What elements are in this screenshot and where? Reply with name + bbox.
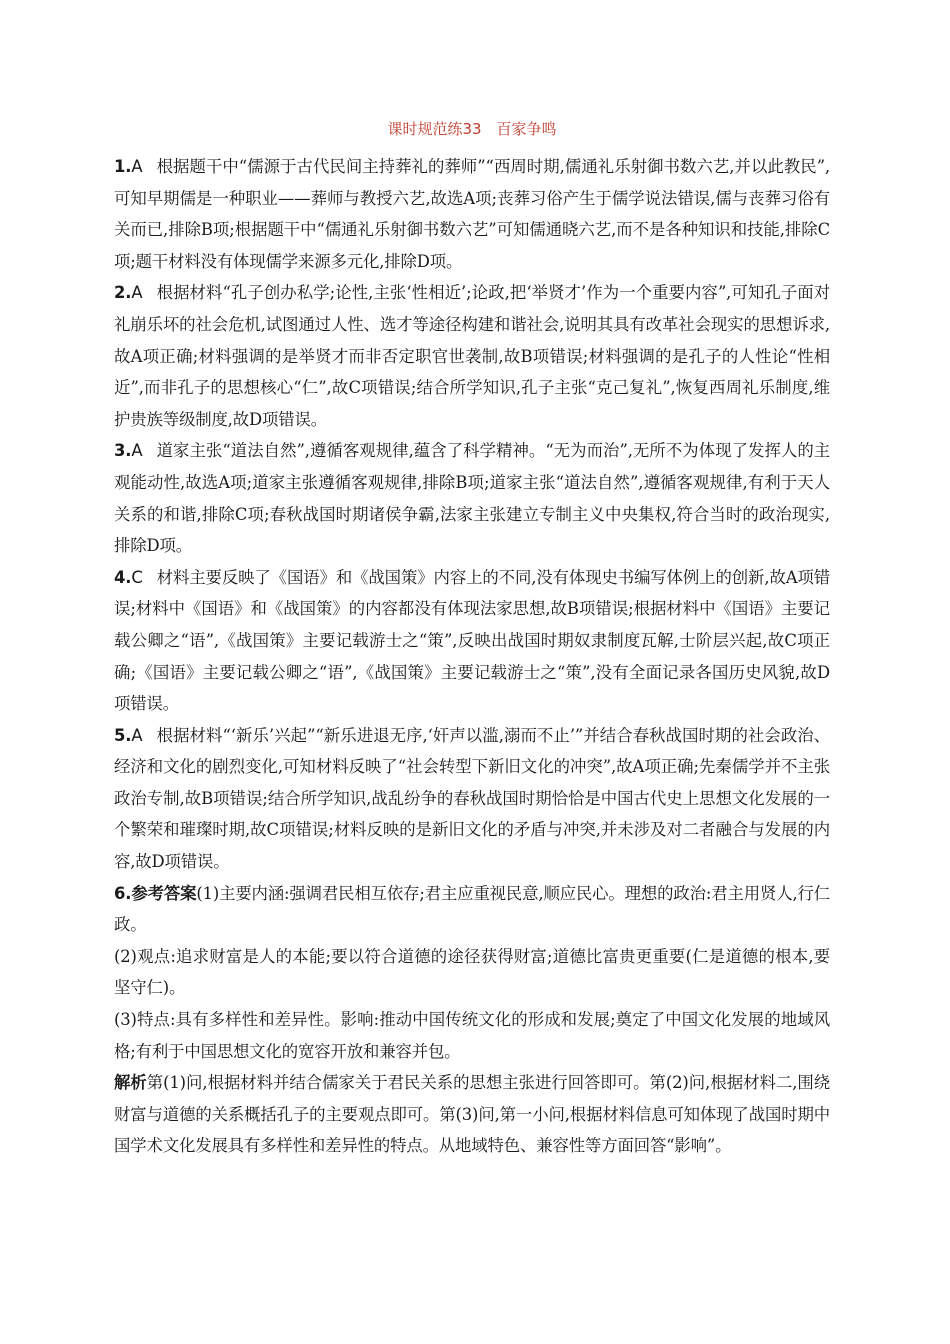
- analysis-text: 第(1)问,根据材料并结合儒家关于君民关系的思想主张进行回答即可。第(2)问,根据材料二,围绕财富与道德的关系概括孔子的主要观点即可。第(3)问,第一小问,根据材料信息可知体现了战国时期中国学术文化发展具有多样性和差异性的特点。从地域特色、兼容性等方面回答“影响”。: [114, 1073, 831, 1156]
- answer-part-1: (1)主要内涵:强调君民相互依存;君主应重视民意,顺应民心。理想的政治:君主用贤人,行仁政。: [114, 883, 830, 935]
- document-title: 课时规范练33 百家争鸣: [387, 120, 557, 138]
- question-number: 6.: [114, 883, 132, 903]
- question-number: 3.: [114, 441, 132, 461]
- answer-item-2: [114, 277, 830, 435]
- answer-item-1: [114, 151, 830, 277]
- answer-item-3: [114, 435, 830, 561]
- explanation-text: 材料主要反映了《国语》和《战国策》内容上的不同,没有体现史书编写体例上的创新,故A项错误;材料中《国语》和《战国策》的内容都没有体现法家思想,故B项错误;根据材料中《国语》主要记载公卿之“语”,《战国策》主要记载游士之“策”,反映出战国时期奴隶制度瓦解,士阶层兴起,故C项正确;《国语》主要记载公卿之“语”,《战国策》主要记载游士之“策”,没有全面记录各国历史风貌,故D项错误。: [114, 567, 830, 714]
- reference-answer-label: 参考答案: [131, 883, 197, 903]
- answer-item-6: [114, 878, 830, 941]
- explanation-text: 根据材料“孔子创办私学;论性,主张‘性相近’;论政,把‘举贤才’作为一个重要内容”,可知孔子面对礼崩乐坏的社会危机,试图通过人性、选才等途径构建和谐社会,说明其具有改革社会现实的思想诉求,故A项正确;材料强调的是举贤才而非否定职官世袭制,故B项错误;材料强调的是孔子的人性论“性相近”,而非孔子的思想核心“仁”,故C项错误;结合所学知识,孔子主张“克己复礼”,恢复西周礼乐制度,维护贵族等级制度,故D项错误。: [114, 283, 830, 429]
- answer-letter: C: [131, 567, 143, 587]
- answer-letter: A: [131, 157, 143, 176]
- answer-letter: A: [131, 725, 143, 745]
- analysis-paragraph: [114, 1067, 830, 1162]
- analysis-label: 解析: [114, 1073, 147, 1093]
- question-number: 5.: [114, 725, 132, 745]
- question-number: 4.: [114, 567, 132, 587]
- answer-letter: A: [131, 283, 143, 303]
- answer-item-5: [114, 720, 830, 878]
- explanation-text: 根据题干中“儒源于古代民间主持葬礼的葬师”“西周时期,儒通礼乐射御书数六艺,并以此教民”,可知早期儒是一种职业——葬师与教授六艺,故选A项;丧葬习俗产生于儒学说法错误,儒与丧葬习俗有关而已,排除B项;根据题干中“儒通礼乐射御书数六艺”可知儒通晓六艺,而不是各种知识和技能,排除C项;题干材料没有体现儒学来源多元化,排除D项。: [114, 157, 830, 271]
- explanation-text: 道家主张“道法自然”,遵循客观规律,蕴含了科学精神。“无为而治”,无所不为体现了发挥人的主观能动性,故选A项;道家主张遵循客观规律,排除B项;道家主张“道法自然”,遵循客观规律,有利于天人关系的和谐,排除C项;春秋战国时期诸侯争霸,法家主张建立专制主义中央集权,符合当时的政治现实,排除D项。: [114, 441, 830, 556]
- question-number: 1.: [114, 157, 132, 176]
- answer-letter: A: [131, 441, 143, 461]
- answer-item-4: [114, 562, 830, 720]
- answer-part-2: (2)观点:追求财富是人的本能;要以符合道德的途径获得财富;道德比富贵更重要(仁是道德的根本,要坚守仁)。: [114, 946, 830, 998]
- question-number: 2.: [114, 283, 132, 303]
- explanation-text: 根据材料“‘新乐’兴起”“新乐进退无序,‘奸声以滥,溺而不止’”并结合春秋战国时期的社会政治、经济和文化的剧烈变化,可知材料反映了“社会转型下新旧文化的冲突”,故A项正确;先秦儒学并不主张政治专制,故B项错误;结合所学知识,战乱纷争的春秋战国时期恰恰是中国古代史上思想文化发展的一个繁荣和璀璨时期,故C项错误;材料反映的是新旧文化的矛盾与冲突,并未涉及对二者融合与发展的内容,故D项错误。: [114, 725, 830, 872]
- answer-part-3: (3)特点:具有多样性和差异性。影响:推动中国传统文化的形成和发展;奠定了中国文化发展的地域风格;有利于中国思想文化的宽容开放和兼容并包。: [114, 1010, 830, 1061]
